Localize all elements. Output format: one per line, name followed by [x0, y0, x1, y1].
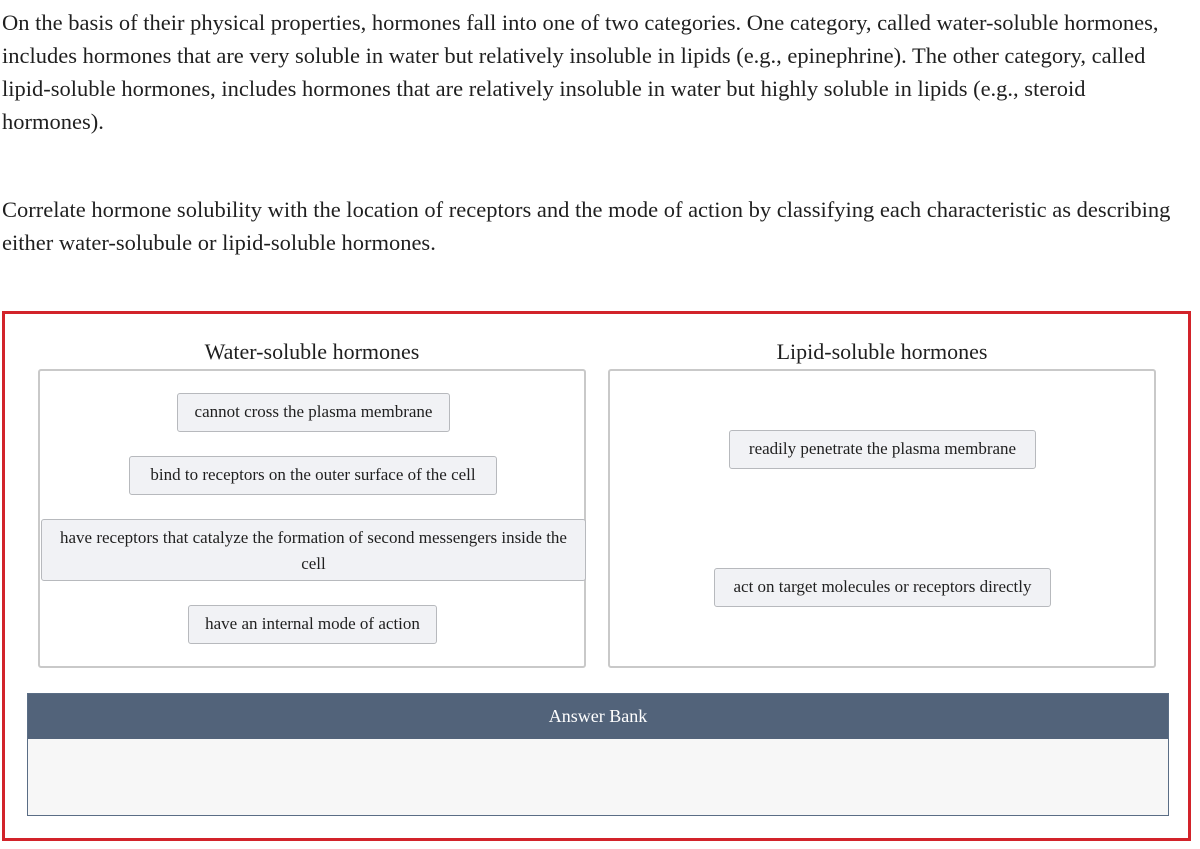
sorting-question-frame — [2, 311, 1191, 841]
answer-chip[interactable]: act on target molecules or receptors directly — [714, 568, 1051, 607]
intro-paragraph: On the basis of their physical properties, hormones fall into one of two categories. One category, called water-soluble hormones, includes hormones that are very soluble in water but relatively insoluble in lipids (e.g., epinephrine). The other category, called lipid-soluble hormones, includes hormones that are relatively insoluble in water but highly soluble in lipids (e.g., steroid hormones). — [2, 10, 1159, 134]
answer-chip[interactable]: bind to receptors on the outer surface of the cell — [129, 456, 497, 495]
water-soluble-bin-title: Water-soluble hormones — [204, 339, 420, 364]
answer-chip[interactable]: have receptors that catalyze the formation of second messengers inside the cell — [41, 519, 586, 581]
answer-chip[interactable]: cannot cross the plasma membrane — [177, 393, 450, 432]
answer-chip[interactable]: readily penetrate the plasma membrane — [729, 430, 1036, 469]
answer-bank[interactable] — [27, 693, 1169, 816]
answer-chip[interactable]: have an internal mode of action — [188, 605, 437, 644]
lipid-soluble-drop-zone[interactable] — [608, 369, 1156, 668]
lipid-soluble-bin-title: Lipid-soluble hormones — [776, 339, 988, 364]
water-soluble-drop-zone[interactable] — [38, 369, 586, 668]
answer-bank-title: Answer Bank — [28, 694, 1168, 739]
instruction-paragraph: Correlate hormone solubility with the location of receptors and the mode of action by classifying each characteristic as describing either water-solubule or lipid-soluble hormones. — [2, 197, 1171, 255]
answer-bank-drop-zone[interactable] — [28, 739, 1168, 815]
